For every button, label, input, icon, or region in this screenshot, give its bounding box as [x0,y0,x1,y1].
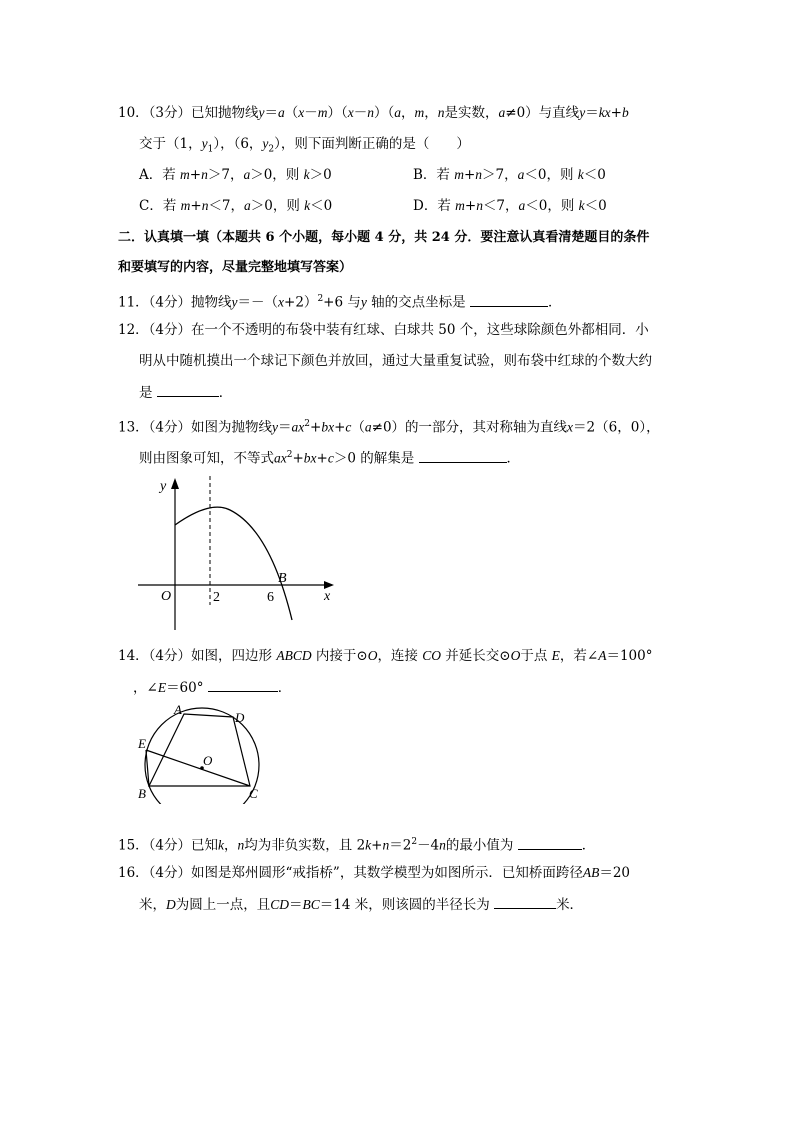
q13-answer-blank[interactable] [419,448,507,463]
q15-answer-blank[interactable] [518,835,582,850]
q11-answer-blank[interactable] [470,292,548,307]
q14-answer-blank[interactable] [208,677,278,692]
q12-answer-blank[interactable] [157,382,219,397]
q14-line1: 14．（4分）如图，四边形 ABCD 内接于⊙O，连接 CO 并延长交⊙O于点 E，若∠A＝100° [118,648,653,664]
label-b: B [138,786,146,801]
origin-label: O [161,589,172,604]
section2-heading-line2: 和要填写的内容，尽量完整地填写答案） [118,260,353,275]
q10-option-c: C．若 m+n＜7，a＞0，则 k＜0 [139,198,333,214]
q10-option-d: D．若 m+n＜7，a＜0，则 k＜0 [413,198,607,214]
tick-label-2: 2 [213,590,220,605]
label-e: E [138,736,146,751]
label-a: A [174,702,182,717]
q12-line3: 是 ． [139,382,232,403]
label-c: C [249,786,258,801]
tick-label-6: 6 [267,590,274,605]
q13-line1: 13．（4分）如图为抛物线$y=ax^2+bx+c(a\ne 0)$的一部分，其对称轴为直线x＝2（6，0）， [118,419,660,436]
q16-line2: 米，D为圆上一点，且CD＝BC＝14 米，则该圆的半径长为 米． [139,894,583,915]
q10-line2: 交于（1，$y_1$），（6，$y_2$），则下面判断正确的是（ ） [139,136,470,155]
q10-option-b: B．若 m+n＞7，a＜0，则 k＜0 [413,167,606,183]
q14-line2: ，∠E＝60° ． [133,677,291,698]
line-ec [146,750,250,786]
q12-line2: 明从中随机摸出一个球记下颜色并放回，通过大量重复试验，则布袋中红球的个数大约 [139,353,652,369]
q11-text: 11．（4分）抛物线$y=-(x+2)^2+6$ 与y 轴的交点坐标是 ． [118,289,561,313]
q10-line1: 10．（3分）已知抛物线y＝a（x－m）（x－n）（a，m，n是实数，a≠0）与直线y＝kx+b [118,105,629,121]
q12-line1: 12．（4分）在一个不透明的布袋中装有红球、白球共 50 个，这些球除颜色外都相同．小 [118,322,649,338]
y-label: y [160,479,167,494]
q16-line1: 16．（4分）如图是郑州圆形“戒指桥”，其数学模型为如图所示．已知桥面跨径AB＝20 [118,865,631,881]
q16-answer-blank[interactable] [494,894,556,909]
label-o: O [203,753,213,768]
parabola-curve [175,507,292,620]
point-b-label: B [278,571,287,586]
section2-heading-line1: 二．认真填一填（本题共 6 个小题，每小题 4 分，共 24 分．要注意认真看清楚题目的条件 [118,230,650,245]
q10-option-a: A．若 m+n＞7，a＞0，则 k＞0 [139,167,332,183]
q14-circle-figure [132,700,272,804]
x-axis-arrow-icon [324,581,334,589]
label-d: D [235,710,245,725]
x-label: x [324,589,331,604]
q15-text: 15．（4分）已知k，n均为非负实数，且 $2k+n=2^2-4n$的最小值为 ． [118,832,595,856]
q13-parabola-figure [130,470,340,635]
y-axis-arrow-icon [171,478,179,489]
q13-line2: 则由图象可知，不等式$ax^2+bx+c>0$ 的解集是 ． [139,445,520,469]
